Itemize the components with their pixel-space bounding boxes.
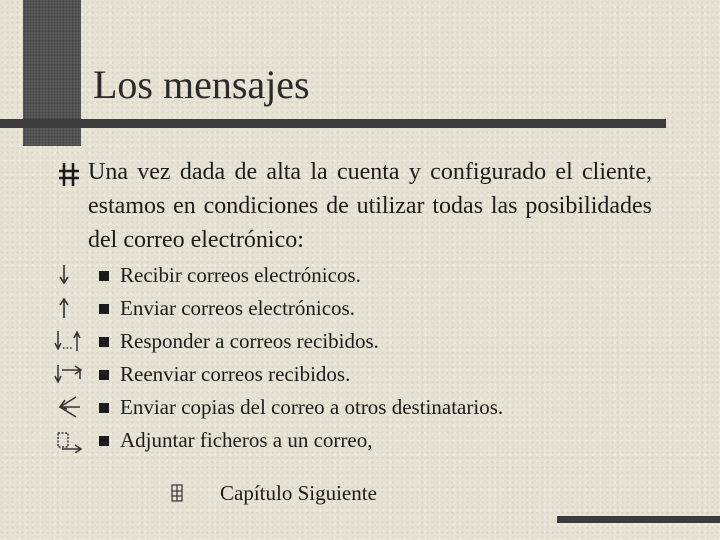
- list-item: [0, 292, 720, 325]
- list-item: [0, 424, 720, 457]
- list-item: [0, 259, 720, 292]
- title-divider-bar: [0, 119, 666, 128]
- list-item-text: Enviar copias del correo a otros destinatarios.: [120, 395, 504, 419]
- square-bullet: [99, 436, 109, 446]
- list-item-text: Recibir correos electrónicos.: [120, 263, 361, 287]
- list-item: [0, 358, 720, 391]
- next-chapter-link[interactable]: Capítulo Siguiente: [220, 481, 377, 505]
- square-bullet: [99, 337, 109, 347]
- multi-arrow-icon: [50, 394, 86, 420]
- square-bullet: [99, 304, 109, 314]
- arrow-down-icon: [50, 262, 86, 288]
- list-item-text: Responder a correos recibidos.: [120, 329, 379, 353]
- slide-title: Los mensajes: [93, 62, 310, 107]
- arrow-down-up-icon: [50, 328, 86, 354]
- arrow-up-icon: [50, 295, 86, 321]
- list-item-text: Enviar correos electrónicos.: [120, 296, 355, 320]
- square-bullet: [99, 271, 109, 281]
- next-chapter-icon[interactable]: [168, 482, 190, 504]
- attachment-arrow-icon: [50, 427, 86, 453]
- list-item-text: Adjuntar ficheros a un correo,: [120, 428, 373, 452]
- square-bullet: [99, 403, 109, 413]
- footer-accent-bar: [557, 516, 720, 523]
- intro-paragraph: Una vez dada de alta la cuenta y configurado el cliente, estamos en condiciones de utilizar todas las posibilidades del correo electrónico:: [88, 159, 652, 253]
- hash-bullet-icon: [56, 161, 82, 187]
- square-bullet: [99, 370, 109, 380]
- forward-arrow-icon: [50, 361, 86, 387]
- list-item-text: Reenviar correos recibidos.: [120, 362, 351, 386]
- list-item: [0, 391, 720, 424]
- list-item: [0, 325, 720, 358]
